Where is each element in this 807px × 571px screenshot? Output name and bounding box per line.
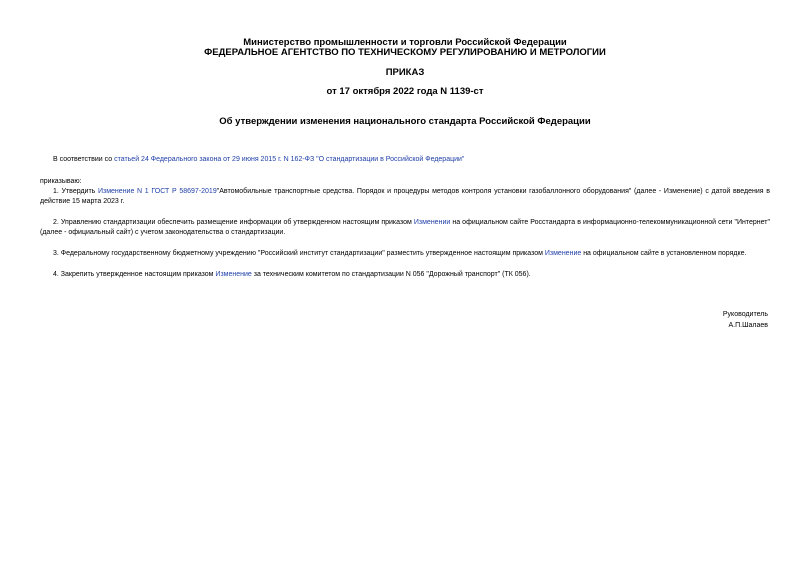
order-title: ПРИКАЗ bbox=[385, 67, 425, 78]
item-3-paragraph bbox=[40, 249, 770, 259]
item-3-change-link[interactable]: Изменение bbox=[544, 250, 582, 257]
federal-law-link[interactable]: статьей 24 Федерального закона от 29 июня 2015 г. N 162-ФЗ "О стандартизации в Российской Федерации" bbox=[114, 156, 465, 163]
order-date: от 17 октября 2022 года N 1139-ст bbox=[326, 86, 484, 97]
item-3-text-after: на официальном сайте в установленном порядке. bbox=[581, 250, 747, 257]
item-4-change-link[interactable]: Изменение bbox=[215, 271, 252, 278]
gost-change-link[interactable]: Изменение N 1 ГОСТ Р 58697-2019 bbox=[97, 188, 217, 195]
order-word: приказываю: bbox=[40, 178, 82, 185]
preamble-text: В соответствии со bbox=[53, 156, 115, 163]
signature-position: Руководитель bbox=[722, 311, 768, 318]
document-page bbox=[40, 0, 770, 571]
item-2-paragraph bbox=[40, 218, 770, 238]
item-1-text-after: "Автомобильные транспортные средства. Порядок и процедуры методов контроля установки газобаллонного оборудования" (далее - Изменение) с датой введения в действие 15 марта 2023 г. bbox=[40, 188, 770, 205]
signature-name: А.П.Шалаев bbox=[728, 322, 768, 329]
item-2-change-link[interactable]: Изменении bbox=[413, 219, 451, 226]
order-subject: Об утверждении изменения национального стандарта Российской Федерации bbox=[219, 116, 591, 127]
ministry-name: Министерство промышленности и торговли Российской Федерации bbox=[243, 37, 567, 48]
item-2-text-before: 2. Управлению стандартизации обеспечить размещение информации об утвержденном настоящим приказом bbox=[53, 219, 414, 226]
item-3-text-before: 3. Федеральному государственному бюджетному учреждению "Российский институт стандартизации" разместить утвержденное настоящим приказом bbox=[53, 250, 545, 257]
item-1-text-before: 1. Утвердить bbox=[53, 188, 98, 195]
item-4-paragraph bbox=[40, 270, 770, 280]
agency-name: ФЕДЕРАЛЬНОЕ АГЕНТСТВО ПО ТЕХНИЧЕСКОМУ РЕГУЛИРОВАНИЮ И МЕТРОЛОГИИ bbox=[204, 47, 606, 58]
item-4-text-after: за техническим комитетом по стандартизации N 056 "Дорожный транспорт" (ТК 056). bbox=[251, 271, 531, 278]
item-2-text-after: на официальном сайте Росстандарта в информационно-телекоммуникационной сети "Интернет" (далее - официальный сайт) с учетом законодательства о стандартизации. bbox=[40, 219, 770, 236]
item-4-text-before: 4. Закрепить утвержденное настоящим приказом bbox=[53, 271, 216, 278]
preamble-paragraph bbox=[40, 155, 770, 165]
item-1-paragraph bbox=[40, 187, 770, 207]
